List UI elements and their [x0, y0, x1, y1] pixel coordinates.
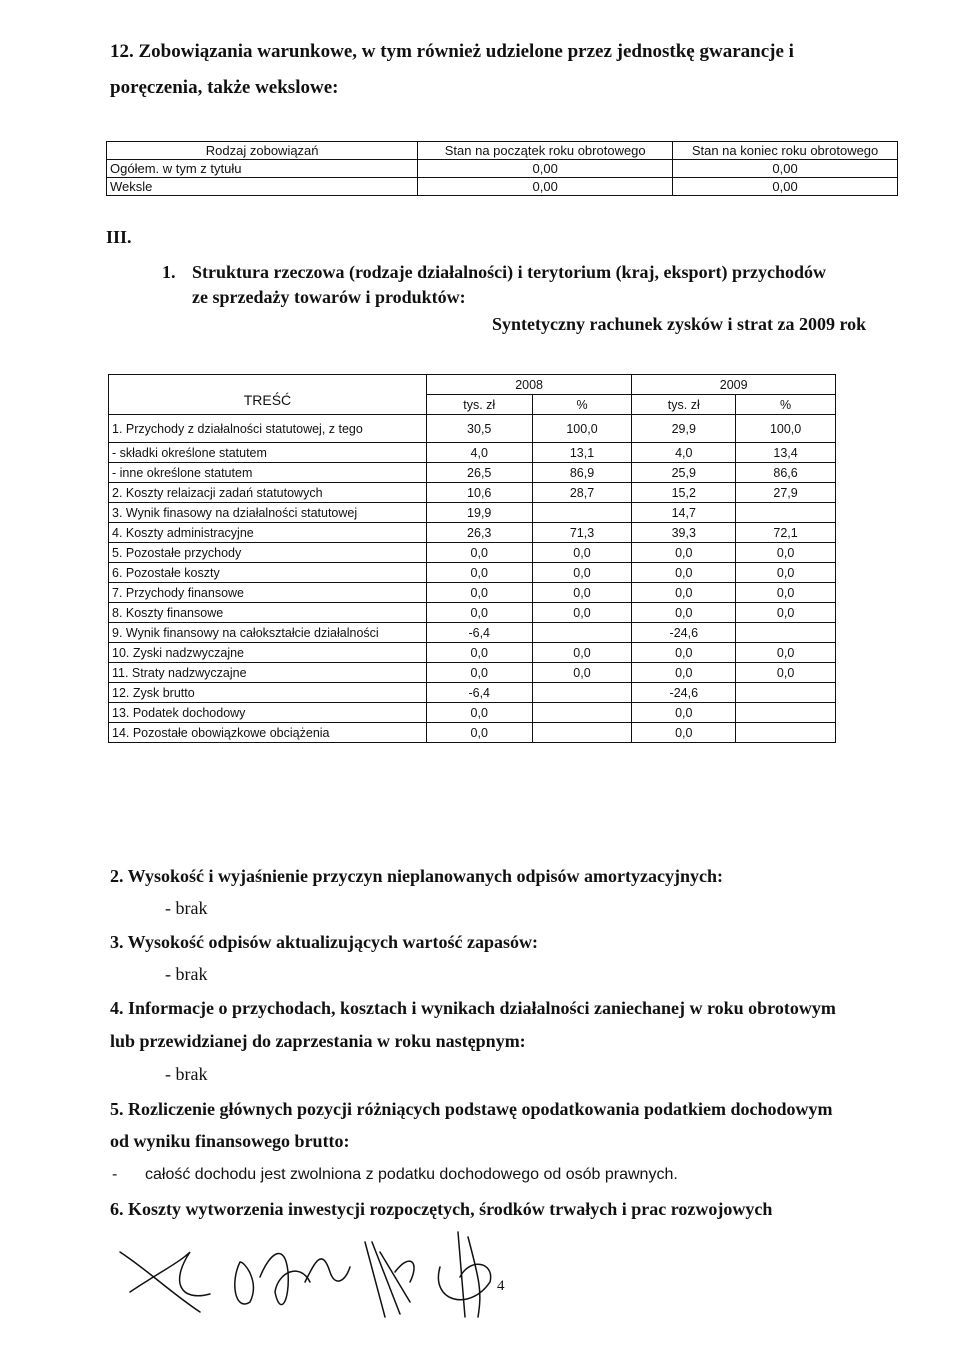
row-label: 3. Wynik finasowy na działalności statutowej: [109, 503, 427, 523]
value-cell: 0,0: [736, 563, 836, 583]
value-cell: 4,0: [632, 443, 736, 463]
item-3-title: 3. Wysokość odpisów aktualizujących wartość zapasów:: [110, 932, 539, 952]
table-row: [107, 160, 898, 178]
value-cell: 0,00: [418, 178, 673, 196]
value-cell: 100,0: [532, 415, 632, 443]
row-label: 11. Straty nadzwyczajne: [109, 663, 427, 683]
value-cell: 15,2: [632, 483, 736, 503]
value-cell: 0,0: [426, 583, 532, 603]
heading-12-line1: 12. Zobowiązania warunkowe, w tym również udzielone przez jednostkę gwarancje i: [110, 41, 794, 62]
value-cell: 0,0: [426, 563, 532, 583]
heading-12: [110, 34, 890, 106]
value-cell: 0,0: [736, 663, 836, 683]
item-4-line1: 4. Informacje o przychodach, kosztach i wynikach działalności zaniechanej w roku obrotowym: [110, 998, 836, 1018]
table-row: [109, 415, 836, 443]
value-cell: 28,7: [532, 483, 632, 503]
item-6-title: 6. Koszty wytworzenia inwestycji rozpoczętych, środków trwałych i prac rozwojowych: [110, 1199, 773, 1219]
value-cell: 0,0: [532, 663, 632, 683]
row-label: 4. Koszty administracyjne: [109, 523, 427, 543]
row-label: - składki określone statutem: [109, 443, 427, 463]
value-cell: 0,0: [736, 583, 836, 603]
value-cell: 30,5: [426, 415, 532, 443]
row-label: 2. Koszty relaizacji zadań statutowych: [109, 483, 427, 503]
table-row: [109, 623, 836, 643]
value-cell: 0,0: [426, 663, 532, 683]
value-cell: 27,9: [736, 483, 836, 503]
value-cell: 0,0: [426, 603, 532, 623]
value-cell: 0,0: [426, 723, 532, 743]
value-cell: 0,0: [632, 723, 736, 743]
value-cell: 0,0: [632, 603, 736, 623]
table-row: [109, 583, 836, 603]
table-row: [109, 483, 836, 503]
value-cell: -6,4: [426, 623, 532, 643]
value-cell: 14,7: [632, 503, 736, 523]
row-label: 9. Wynik finansowy na całokształcie działalności: [109, 623, 427, 643]
header-unit: tys. zł: [632, 395, 736, 415]
signatures-drawing: [110, 1222, 510, 1327]
page-number: 4: [497, 1278, 505, 1294]
value-cell: [736, 683, 836, 703]
row-label: 5. Pozostałe przychody: [109, 543, 427, 563]
row-label: 8. Koszty finansowe: [109, 603, 427, 623]
header-unit: tys. zł: [426, 395, 532, 415]
table-row: [109, 663, 836, 683]
value-cell: 0,0: [632, 663, 736, 683]
value-cell: 0,0: [532, 563, 632, 583]
row-label: - inne określone statutem: [109, 463, 427, 483]
table-header-row: [109, 375, 836, 395]
row-label: 12. Zysk brutto: [109, 683, 427, 703]
value-cell: 0,0: [632, 703, 736, 723]
table-row: [109, 683, 836, 703]
income-statement-table: [108, 374, 836, 743]
item-3-value: - brak: [165, 964, 208, 984]
section-roman: III.: [106, 227, 132, 247]
value-cell: 0,0: [632, 563, 736, 583]
value-cell: 0,0: [736, 603, 836, 623]
value-cell: [532, 723, 632, 743]
value-cell: 86,9: [532, 463, 632, 483]
section-item-number: 1.: [162, 262, 176, 282]
item-5-line1: 5. Rozliczenie głównych pozycji różniących podstawę opodatkowania podatkiem dochodowym: [110, 1099, 833, 1119]
value-cell: 39,3: [632, 523, 736, 543]
signature-stroke: [372, 1242, 410, 1314]
value-cell: 0,0: [632, 643, 736, 663]
table-row: [109, 723, 836, 743]
item-5-line2: od wyniku finansowego brutto:: [110, 1131, 350, 1151]
row-label: Weksle: [107, 178, 418, 196]
value-cell: 0,0: [632, 583, 736, 603]
value-cell: 26,3: [426, 523, 532, 543]
table-row: [109, 563, 836, 583]
table-row: [109, 463, 836, 483]
row-label: 10. Zyski nadzwyczajne: [109, 643, 427, 663]
value-cell: [532, 683, 632, 703]
header-tresc: TREŚĆ: [109, 375, 427, 415]
value-cell: 0,0: [532, 603, 632, 623]
item-4-line2: lub przewidzianej do zaprzestania w roku następnym:: [110, 1031, 526, 1051]
item-5-dash: -: [112, 1166, 118, 1183]
value-cell: 13,1: [532, 443, 632, 463]
value-cell: 0,0: [426, 643, 532, 663]
value-cell: -24,6: [632, 683, 736, 703]
value-cell: 0,0: [426, 703, 532, 723]
value-cell: 0,00: [673, 178, 898, 196]
item-4-value: - brak: [165, 1064, 208, 1084]
value-cell: [736, 503, 836, 523]
value-cell: 26,5: [426, 463, 532, 483]
header-year-2009: 2009: [632, 375, 836, 395]
value-cell: 71,3: [532, 523, 632, 543]
table-row: [109, 443, 836, 463]
value-cell: [532, 623, 632, 643]
contingent-liabilities-table: [106, 141, 898, 196]
section-item-line1: Struktura rzeczowa (rodzaje działalności) i terytorium (kraj, eksport) przychodów: [192, 262, 827, 282]
value-cell: 0,00: [418, 160, 673, 178]
signature-stroke: [395, 1261, 414, 1282]
row-label: Ogółem. w tym z tytułu: [107, 160, 418, 178]
value-cell: 0,0: [532, 583, 632, 603]
heading-12-line2: poręczenia, także wekslowe:: [110, 77, 339, 98]
value-cell: [736, 623, 836, 643]
value-cell: 0,0: [736, 643, 836, 663]
section-item-line2: ze sprzedaży towarów i produktów:: [192, 287, 466, 307]
signature-stroke: [235, 1262, 254, 1304]
signature-stroke: [458, 1232, 480, 1317]
header-cell: Stan na początek roku obrotowego: [418, 142, 673, 160]
value-cell: 10,6: [426, 483, 532, 503]
item-2-value: - brak: [165, 898, 208, 918]
table-header-row: [107, 142, 898, 160]
value-cell: 25,9: [632, 463, 736, 483]
header-cell: Rodzaj zobowiązań: [107, 142, 418, 160]
value-cell: 72,1: [736, 523, 836, 543]
table-row: [109, 503, 836, 523]
value-cell: 0,0: [532, 643, 632, 663]
value-cell: 29,9: [632, 415, 736, 443]
value-cell: 0,0: [532, 543, 632, 563]
header-year-2008: 2008: [426, 375, 632, 395]
signature-stroke: [305, 1259, 350, 1282]
table-row: [107, 178, 898, 196]
table-row: [109, 523, 836, 543]
value-cell: 0,0: [426, 543, 532, 563]
value-cell: 19,9: [426, 503, 532, 523]
income-statement-body: [109, 415, 836, 743]
subtitle: Syntetyczny rachunek zysków i strat za 2009 rok: [492, 314, 867, 334]
header-unit: %: [532, 395, 632, 415]
table-row: [109, 643, 836, 663]
signature-stroke: [438, 1264, 490, 1299]
item-5-value: całość dochodu jest zwolniona z podatku dochodowego od osób prawnych.: [145, 1166, 678, 1183]
row-label: 7. Przychody finansowe: [109, 583, 427, 603]
row-label: 13. Podatek dochodowy: [109, 703, 427, 723]
row-label: 6. Pozostałe koszty: [109, 563, 427, 583]
value-cell: 86,6: [736, 463, 836, 483]
signature-stroke: [120, 1252, 200, 1312]
row-label: 14. Pozostałe obowiązkowe obciążenia: [109, 723, 427, 743]
table-row: [109, 603, 836, 623]
value-cell: [532, 503, 632, 523]
item-2-title: 2. Wysokość i wyjaśnienie przyczyn nieplanowanych odpisów amortyzacyjnych:: [110, 866, 724, 886]
header-unit: %: [736, 395, 836, 415]
value-cell: -6,4: [426, 683, 532, 703]
value-cell: -24,6: [632, 623, 736, 643]
value-cell: 13,4: [736, 443, 836, 463]
value-cell: 100,0: [736, 415, 836, 443]
signature-stroke: [260, 1253, 310, 1304]
value-cell: [736, 723, 836, 743]
table-row: [109, 703, 836, 723]
value-cell: 0,0: [632, 543, 736, 563]
value-cell: [736, 703, 836, 723]
signature-stroke: [365, 1242, 385, 1317]
value-cell: [532, 703, 632, 723]
value-cell: 4,0: [426, 443, 532, 463]
row-label: 1. Przychody z działalności statutowej, z tego: [109, 415, 427, 443]
header-cell: Stan na koniec roku obrotowego: [673, 142, 898, 160]
table-row: [109, 543, 836, 563]
value-cell: 0,0: [736, 543, 836, 563]
value-cell: 0,00: [673, 160, 898, 178]
